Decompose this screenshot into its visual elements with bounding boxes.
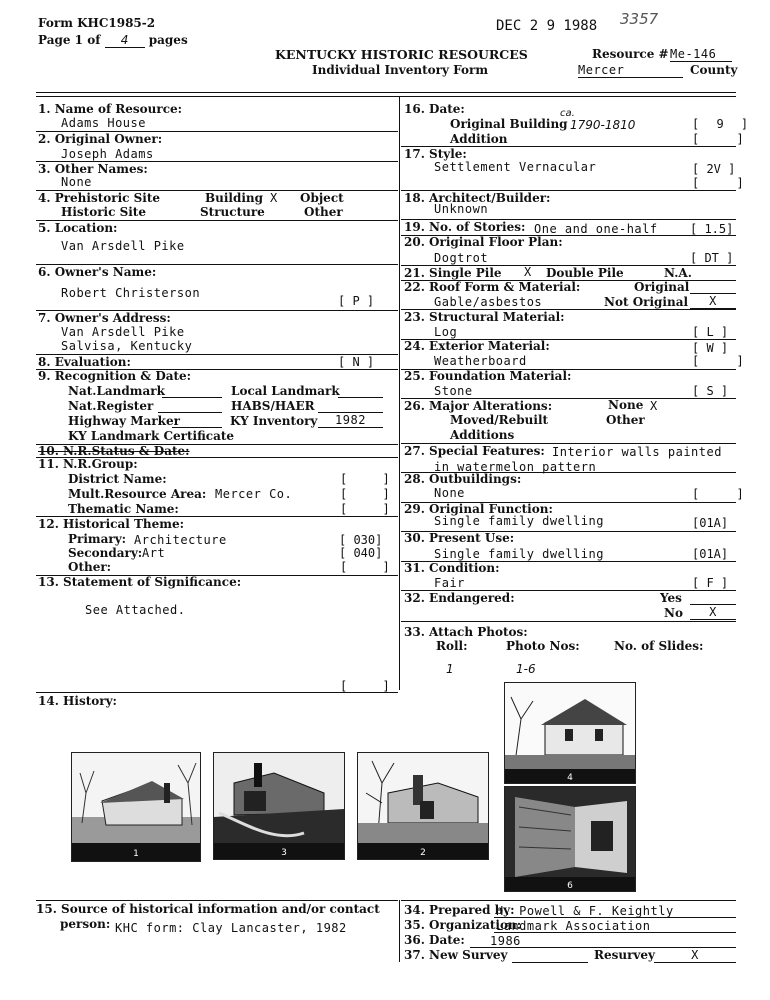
f4-building: Building bbox=[205, 191, 264, 205]
f31-label: 31. Condition: bbox=[404, 561, 500, 575]
f12-other: Other: bbox=[68, 560, 112, 574]
f31-code: [ F ] bbox=[692, 576, 729, 590]
f4-structure: Structure bbox=[200, 205, 265, 219]
f35-value: Landmark Association bbox=[496, 919, 651, 933]
f25-value: Stone bbox=[434, 384, 473, 398]
f31-value: Fair bbox=[434, 576, 465, 590]
f33-photo-value: 1-6 bbox=[516, 662, 536, 676]
f22-notoriginal: Not Original bbox=[604, 295, 689, 309]
f6-value: Robert Christerson bbox=[61, 286, 201, 300]
photo-2 bbox=[357, 752, 489, 860]
f11-thematic-code: [ ] bbox=[340, 502, 390, 516]
f1-label: 1. Name of Resource: bbox=[38, 102, 183, 116]
f32-yes: Yes bbox=[660, 591, 682, 605]
f19-code: [ 1.5] bbox=[690, 222, 734, 236]
f23-label: 23. Structural Material: bbox=[404, 310, 565, 324]
f20-code: [ DT ] bbox=[690, 251, 734, 265]
f30-label: 30. Present Use: bbox=[404, 531, 515, 545]
f13-value: See Attached. bbox=[85, 603, 186, 617]
f21-na: N.A. bbox=[664, 266, 692, 280]
f2-label: 2. Original Owner: bbox=[38, 132, 163, 146]
photo-2-number: 2 bbox=[420, 848, 426, 858]
f32-label: 32. Endangered: bbox=[404, 591, 515, 605]
f16-addition: Addition bbox=[450, 132, 508, 146]
f4-building-mark: X bbox=[270, 191, 278, 205]
f37-label: 37. New Survey bbox=[404, 948, 508, 962]
f24-label: 24. Exterior Material: bbox=[404, 339, 550, 353]
f30-code: [01A] bbox=[692, 547, 729, 561]
f9-kyinventory: KY Inventory bbox=[230, 414, 318, 428]
f3-label: 3. Other Names: bbox=[38, 162, 148, 176]
f27-value-2: in watermelon pattern bbox=[434, 460, 597, 474]
handwritten-number: 3357 bbox=[620, 10, 659, 28]
f33-label: 33. Attach Photos: bbox=[404, 625, 528, 639]
f9-kylandmark: KY Landmark Certificate bbox=[68, 429, 235, 443]
f11-thematic: Thematic Name: bbox=[68, 502, 179, 516]
f12-primary-value: Architecture bbox=[134, 533, 227, 547]
f10-label: 10. N.R.Status & Date: bbox=[38, 444, 190, 458]
f33-roll: Roll: bbox=[436, 639, 468, 653]
f24-value: Weatherboard bbox=[434, 354, 527, 368]
f22-label: 22. Roof Form & Material: bbox=[404, 280, 581, 294]
f27-label: 27. Special Features: bbox=[404, 444, 545, 458]
photo-3-number: 3 bbox=[281, 848, 287, 858]
f15-value: KHC form: Clay Lancaster, 1982 bbox=[115, 921, 347, 935]
f26-label: 26. Major Alterations: bbox=[404, 399, 553, 413]
f22-original: Original bbox=[634, 280, 690, 294]
f4-object: Object bbox=[300, 191, 344, 205]
f26-moved: Moved/Rebuilt bbox=[450, 413, 549, 427]
f25-label: 25. Foundation Material: bbox=[404, 369, 572, 383]
f24-code2: [ ] bbox=[692, 354, 744, 368]
f34-value: H. Powell & F. Keightly bbox=[496, 904, 674, 918]
f4-label-historic: Historic Site bbox=[61, 205, 146, 219]
photo-3 bbox=[213, 752, 345, 860]
f7-value-city: Salvisa, Kentucky bbox=[61, 339, 193, 353]
f22-value: Gable/asbestos bbox=[434, 295, 543, 309]
f27-value-1: Interior walls painted bbox=[552, 445, 722, 459]
f14-label: 14. History: bbox=[38, 694, 117, 708]
f28-value: None bbox=[434, 486, 465, 500]
form-subtitle: Individual Inventory Form bbox=[312, 63, 489, 77]
page-prefix: Page 1 of bbox=[38, 33, 101, 47]
page-total: 4 bbox=[105, 33, 145, 48]
f11-label: 11. N.R.Group: bbox=[38, 457, 138, 471]
f11-multres: Mult.Resource Area: bbox=[68, 487, 207, 501]
f36-value: 1986 bbox=[490, 934, 521, 948]
f19-value: One and one-half bbox=[534, 222, 658, 236]
f11-multres-value: Mercer Co. bbox=[215, 487, 293, 501]
f11-multres-code: [ ] bbox=[340, 487, 390, 501]
f13-label: 13. Statement of Significance: bbox=[38, 575, 242, 589]
f9-habs: HABS/HAER bbox=[231, 399, 315, 413]
photo-4 bbox=[504, 682, 636, 784]
f19-label: 19. No. of Stories: bbox=[404, 220, 526, 234]
f24-code: [ W ] bbox=[692, 341, 729, 355]
f18-label: 18. Architect/Builder: bbox=[404, 191, 551, 205]
resource-number-label: Resource # bbox=[592, 47, 669, 61]
f17-value: Settlement Vernacular bbox=[434, 160, 597, 174]
f37-resurvey: Resurvey bbox=[594, 948, 655, 962]
f12-label: 12. Historical Theme: bbox=[38, 517, 185, 531]
f15-person-label: person: bbox=[60, 917, 111, 931]
f9-highway: Highway Marker bbox=[68, 414, 180, 428]
f9-locallandmark: Local Landmark bbox=[231, 384, 340, 398]
f8-code: [ N ] bbox=[338, 355, 375, 369]
f16-value: 1790-1810 bbox=[570, 118, 636, 132]
f2-value: Joseph Adams bbox=[61, 147, 154, 161]
f6-code: [ P ] bbox=[338, 294, 375, 308]
page-count bbox=[38, 33, 188, 48]
f21-mark: X bbox=[524, 265, 532, 279]
f26-mark: X bbox=[650, 399, 658, 413]
f13-code: [ ] bbox=[340, 679, 390, 693]
f32-mark: X bbox=[690, 605, 736, 620]
f4-label-prehistoric: 4. Prehistoric Site bbox=[38, 191, 161, 205]
f16-original-building: Original Building bbox=[450, 117, 568, 131]
f7-label: 7. Owner's Address: bbox=[38, 311, 171, 325]
f9-kyinventory-value: 1982 bbox=[318, 413, 383, 428]
f37-mark: X bbox=[654, 948, 736, 963]
page-suffix: pages bbox=[148, 33, 188, 47]
f17-label: 17. Style: bbox=[404, 147, 467, 161]
f4-other: Other bbox=[304, 205, 343, 219]
photo-6-number: 6 bbox=[567, 881, 573, 891]
f12-primary-code: [ 030] bbox=[339, 533, 383, 547]
f12-primary: Primary: bbox=[68, 532, 127, 546]
f33-roll-value: 1 bbox=[446, 662, 454, 676]
f16-addition-code: [ ] bbox=[692, 132, 744, 146]
f12-secondary-code: [ 040] bbox=[339, 546, 383, 560]
f23-value: Log bbox=[434, 325, 458, 339]
f26-additions: Additions bbox=[450, 428, 515, 442]
f11-district: District Name: bbox=[68, 472, 167, 486]
f7-value-street: Van Arsdell Pike bbox=[61, 325, 185, 339]
f22-mark: X bbox=[690, 294, 736, 309]
f11-district-code: [ ] bbox=[340, 472, 390, 486]
f29-code: [01A] bbox=[692, 516, 729, 530]
f16-ca: ca. bbox=[560, 108, 575, 119]
f32-no: No bbox=[664, 606, 683, 620]
f34-label: 34. Prepared by: bbox=[404, 903, 515, 917]
f9-label: 9. Recognition & Date: bbox=[38, 369, 192, 383]
f28-code: [ ] bbox=[692, 487, 744, 501]
f17-code: [ 2V ] bbox=[692, 162, 736, 176]
photo-1 bbox=[71, 752, 201, 862]
f35-label: 35. Organization: bbox=[404, 918, 522, 932]
f26-other: Other bbox=[606, 413, 645, 427]
f3-value: None bbox=[61, 175, 92, 189]
f26-none: None bbox=[608, 398, 644, 412]
photo-6 bbox=[504, 786, 636, 892]
county-value: Mercer bbox=[578, 63, 683, 78]
f6-label: 6. Owner's Name: bbox=[38, 265, 157, 279]
photo-4-number: 4 bbox=[567, 773, 573, 783]
f23-code: [ L ] bbox=[692, 325, 729, 339]
f1-value: Adams House bbox=[61, 116, 146, 130]
f36-label: 36. Date: bbox=[404, 933, 465, 947]
f28-label: 28. Outbuildings: bbox=[404, 472, 522, 486]
f29-value: Single family dwelling bbox=[434, 514, 604, 528]
photo-1-number: 1 bbox=[133, 849, 139, 859]
f21-label: 21. Single Pile bbox=[404, 266, 502, 280]
date-stamp: DEC 2 9 1988 bbox=[496, 18, 598, 34]
f30-value: Single family dwelling bbox=[434, 547, 604, 561]
f9-natregister: Nat.Register bbox=[68, 399, 154, 413]
f12-secondary-value: Art bbox=[142, 546, 166, 560]
form-title: KENTUCKY HISTORIC RESOURCES bbox=[275, 47, 528, 62]
f9-natlandmark: Nat.Landmark bbox=[68, 384, 165, 398]
f5-value: Van Arsdell Pike bbox=[61, 239, 185, 253]
f18-value: Unknown bbox=[434, 202, 489, 216]
f16-label: 16. Date: bbox=[404, 102, 465, 116]
f12-other-code: [ ] bbox=[340, 560, 390, 574]
f5-label: 5. Location: bbox=[38, 221, 118, 235]
f8-label: 8. Evaluation: bbox=[38, 355, 131, 369]
f21-double: Double Pile bbox=[546, 266, 624, 280]
f20-value: Dogtrot bbox=[434, 251, 489, 265]
f17-code2: [ ] bbox=[692, 176, 744, 190]
county-label: County bbox=[690, 63, 738, 77]
form-id: Form KHC1985-2 bbox=[38, 16, 156, 30]
f33-slides: No. of Slides: bbox=[614, 639, 704, 653]
f15-label: 15. Source of historical information and/or contact bbox=[36, 902, 380, 916]
resource-number: Me-146 bbox=[670, 47, 732, 62]
f12-secondary: Secondary: bbox=[68, 546, 143, 560]
f16-code: [ 9 ] bbox=[692, 117, 749, 131]
f29-label: 29. Original Function: bbox=[404, 502, 553, 516]
f25-code: [ S ] bbox=[692, 384, 729, 398]
f20-label: 20. Original Floor Plan: bbox=[404, 235, 563, 249]
f33-photonos: Photo Nos: bbox=[506, 639, 580, 653]
